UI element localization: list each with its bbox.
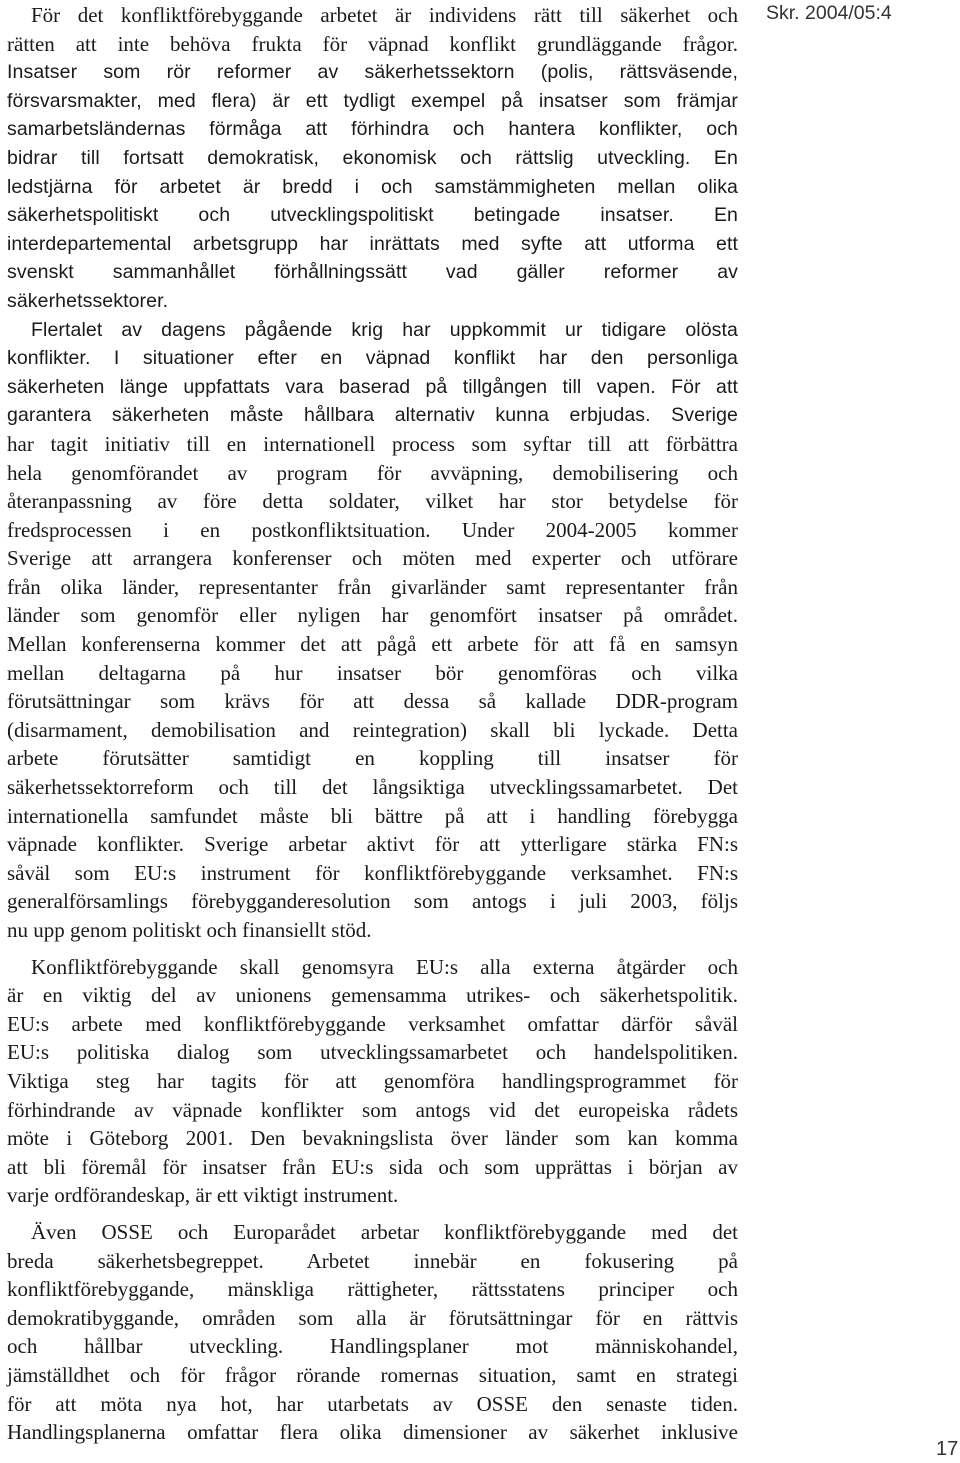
text-line: säkerheten länge uppfattats vara baserad på tillgången till vapen. För att <box>7 375 738 398</box>
text-line: varje ordförandeskap, är ett viktigt instrument. <box>7 1183 399 1208</box>
text-line: ledstjärna för arbetet är bredd i och samstämmigheten mellan olika <box>7 175 738 198</box>
text-line: Sverige att arrangera konferenser och möten med experter och utförare <box>7 546 738 571</box>
text-line: rätten att inte behöva frukta för väpnad konflikt grundläggande frågor. <box>7 31 738 56</box>
text-line: internationella samfundet måste bli bättre på att i handling förebygga <box>7 803 738 828</box>
text-line: väpnade konflikter. Sverige arbetar aktivt för att ytterligare stärka FN:s <box>7 832 738 857</box>
text-line: garantera säkerheten måste hållbara alternativ kunna erbjudas. Sverige <box>7 404 738 427</box>
text-line: säkerhetspolitiskt och utvecklingspolitiskt betingade insatser. En <box>7 204 738 227</box>
text-line: Konfliktförebyggande skall genomsyra EU:s alla externa åtgärder och <box>31 954 738 979</box>
text-line: för att möta nya hot, har utarbetats av OSSE den senaste tiden. <box>7 1391 738 1416</box>
text-line: förutsättningar som krävs för att dessa så kallade DDR-program <box>7 689 738 714</box>
page-number: 17 <box>936 1438 959 1460</box>
text-line: säkerhetssektorreform och till det långsiktiga utvecklingssamarbetet. Det <box>7 775 738 800</box>
text-line: jämställdhet och för frågor rörande romernas situation, samt en strategi <box>7 1362 738 1387</box>
paragraph-ddr-programs <box>7 316 738 945</box>
text-line: Även OSSE och Europarådet arbetar konfliktförebyggande med det <box>31 1219 738 1244</box>
text-line: såväl som EU:s instrument för konfliktförebyggande verksamhet. FN:s <box>7 860 738 885</box>
text-line: bidrar till fortsatt demokratisk, ekonomisk och rättslig utveckling. En <box>7 146 738 169</box>
text-line: samarbetsländernas förmåga att förhindra och hantera konflikter, och <box>7 118 738 141</box>
text-line: breda säkerhetsbegreppet. Arbetet innebär en fokusering på <box>7 1248 738 1273</box>
text-line: förhindrande av väpnade konflikter som antogs vid det europeiska rådets <box>7 1097 738 1122</box>
text-line: säkerhetssektorer. <box>7 289 169 312</box>
text-line: möte i Göteborg 2001. Den bevakningslista över länder som kan komma <box>7 1126 738 1151</box>
text-line: arbete förutsätter samtidigt en koppling till insatser för <box>7 746 738 771</box>
text-line: demokratibyggande, områden som alla är förutsättningar för en rättvis <box>7 1305 738 1330</box>
text-line: konflikter. I situationer efter en väpnad konflikt har den personliga <box>7 347 738 370</box>
text-line: mellan deltagarna på hur insatser bör genomföras och vilka <box>7 660 738 685</box>
text-line: Mellan konferenserna kommer det att pågå ett arbete för att få en samsyn <box>7 632 738 657</box>
body-text <box>7 1 738 1447</box>
text-line: svenskt sammanhållet förhållningssätt vad gäller reformer av <box>7 261 738 284</box>
text-line: Handlingsplanerna omfattar flera olika dimensioner av säkerhet inklusive <box>7 1420 738 1445</box>
document-reference: Skr. 2004/05:4 <box>766 2 892 24</box>
text-line: nu upp genom politiskt och finansiellt stöd. <box>7 918 372 942</box>
text-line: interdepartemental arbetsgrupp har inrättats med syfte att utforma ett <box>7 232 738 255</box>
text-line: Insatser som rör reformer av säkerhetssektorn (polis, rättsväsende, <box>7 61 738 84</box>
text-line: För det konfliktförebyggande arbetet är individens rätt till säkerhet och <box>31 3 738 27</box>
text-line: Flertalet av dagens pågående krig har uppkommit ur tidigare olösta <box>31 318 738 341</box>
text-line: Viktiga steg har tagits för att genomföra handlingsprogrammet för <box>7 1068 738 1093</box>
text-line: och hållbar utveckling. Handlingsplaner mot människohandel, <box>7 1334 738 1359</box>
text-line: EU:s politiska dialog som utvecklingssamarbetet och handelspolitiken. <box>7 1040 738 1065</box>
text-line: konfliktförebyggande, mänskliga rättigheter, rättsstatens principer och <box>7 1277 738 1302</box>
paragraph-eu-conflict-prevention <box>7 953 738 1210</box>
text-line: länder som genomför eller nyligen har genomfört insatser på området. <box>7 603 738 628</box>
text-line: hela genomförandet av program för avväpning, demobilisering och <box>7 460 738 485</box>
text-line: är en viktig del av unionens gemensamma utrikes- och säkerhetspolitik. <box>7 983 738 1008</box>
text-line: att bli föremål för insatser från EU:s sida och som upprättas i början av <box>7 1154 738 1179</box>
text-line: fredsprocessen i en postkonfliktsituation. Under 2004-2005 kommer <box>7 517 738 542</box>
text-line: har tagit initiativ till en internationell process som syftar till att förbättra <box>7 431 738 456</box>
text-line: försvarsmakter, med flera) är ett tydligt exempel på insatser som främjar <box>7 89 738 112</box>
paragraph-osse-europaradet <box>7 1218 738 1447</box>
paragraph-security-sector <box>7 1 738 316</box>
text-line: från olika länder, representanter från givarländer samt representanter från <box>7 574 738 599</box>
text-line: återanpassning av före detta soldater, vilket har stor betydelse för <box>7 489 738 514</box>
text-line: EU:s arbete med konfliktförebyggande verksamhet omfattar därför såväl <box>7 1011 738 1036</box>
text-line: (disarmament, demobilisation and reintegration) skall bli lyckade. Detta <box>7 717 738 742</box>
text-line: generalförsamlings förebygganderesolution som antogs i juli 2003, följs <box>7 889 738 914</box>
